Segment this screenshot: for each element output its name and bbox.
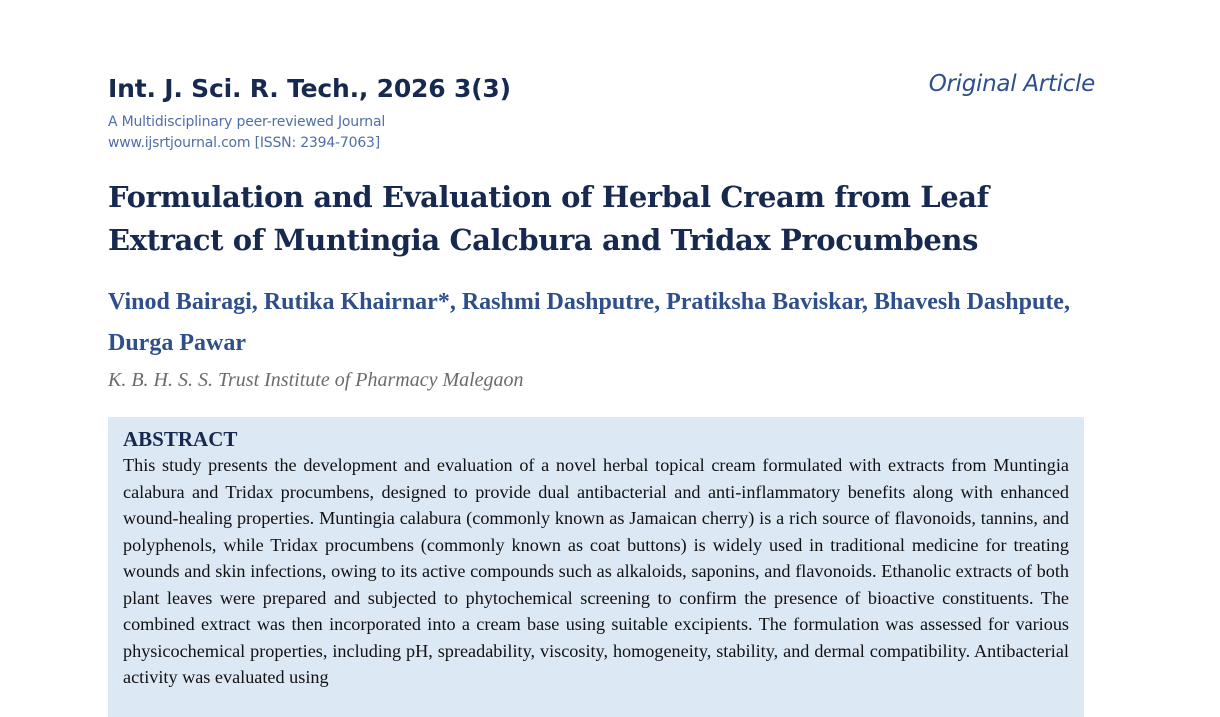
journal-title: Int. J. Sci. R. Tech., 2026 3(3) bbox=[108, 74, 511, 103]
abstract-text: This study presents the development and evaluation of a novel herbal topical cream formulated with extracts from Muntingia calabura and Tridax procumbens, designed to provide dual antibacterial and anti-inflammatory benefits along with enhanced wound-healing properties. Muntingia calabura (commonly known as Jamaican cherry) is a rich source of flavonoids, tannins, and polyphenols, while Tridax procumbens (commonly known as coat buttons) is widely used in traditional medicine for treating wounds and skin infections, owing to its active compounds such as alkaloids, saponins, and flavonoids. Ethanolic extracts of both plant leaves were prepared and subjected to phytochemical screening to confirm the presence of bioactive constituents. The combined extract was then incorporated into a cream base using suitable excipients. The formulation was assessed for various physicochemical properties, including pH, spreadability, viscosity, homogeneity, stability, and dermal compatibility. Antibacterial activity was evaluated using bbox=[123, 455, 1069, 687]
journal-url[interactable]: www.ijsrtjournal.com [ISSN: 2394-7063] bbox=[108, 135, 380, 151]
affiliation: K. B. H. S. S. Trust Institute of Pharmacy Malegaon bbox=[108, 369, 524, 391]
author-list: Vinod Bairagi, Rutika Khairnar*, Rashmi Dashputre, Pratiksha Baviskar, Bhavesh Dashpute, Durga Pawar bbox=[108, 289, 1070, 356]
paper-title: Formulation and Evaluation of Herbal Cream from Leaf Extract of Muntingia Calcbura and Tridax Procumbens bbox=[108, 180, 989, 257]
abstract-box bbox=[108, 417, 1084, 717]
article-type-label: Original Article bbox=[928, 71, 1095, 97]
abstract-heading: ABSTRACT bbox=[123, 427, 238, 451]
journal-subtitle: A Multidisciplinary peer-reviewed Journal bbox=[108, 114, 386, 130]
